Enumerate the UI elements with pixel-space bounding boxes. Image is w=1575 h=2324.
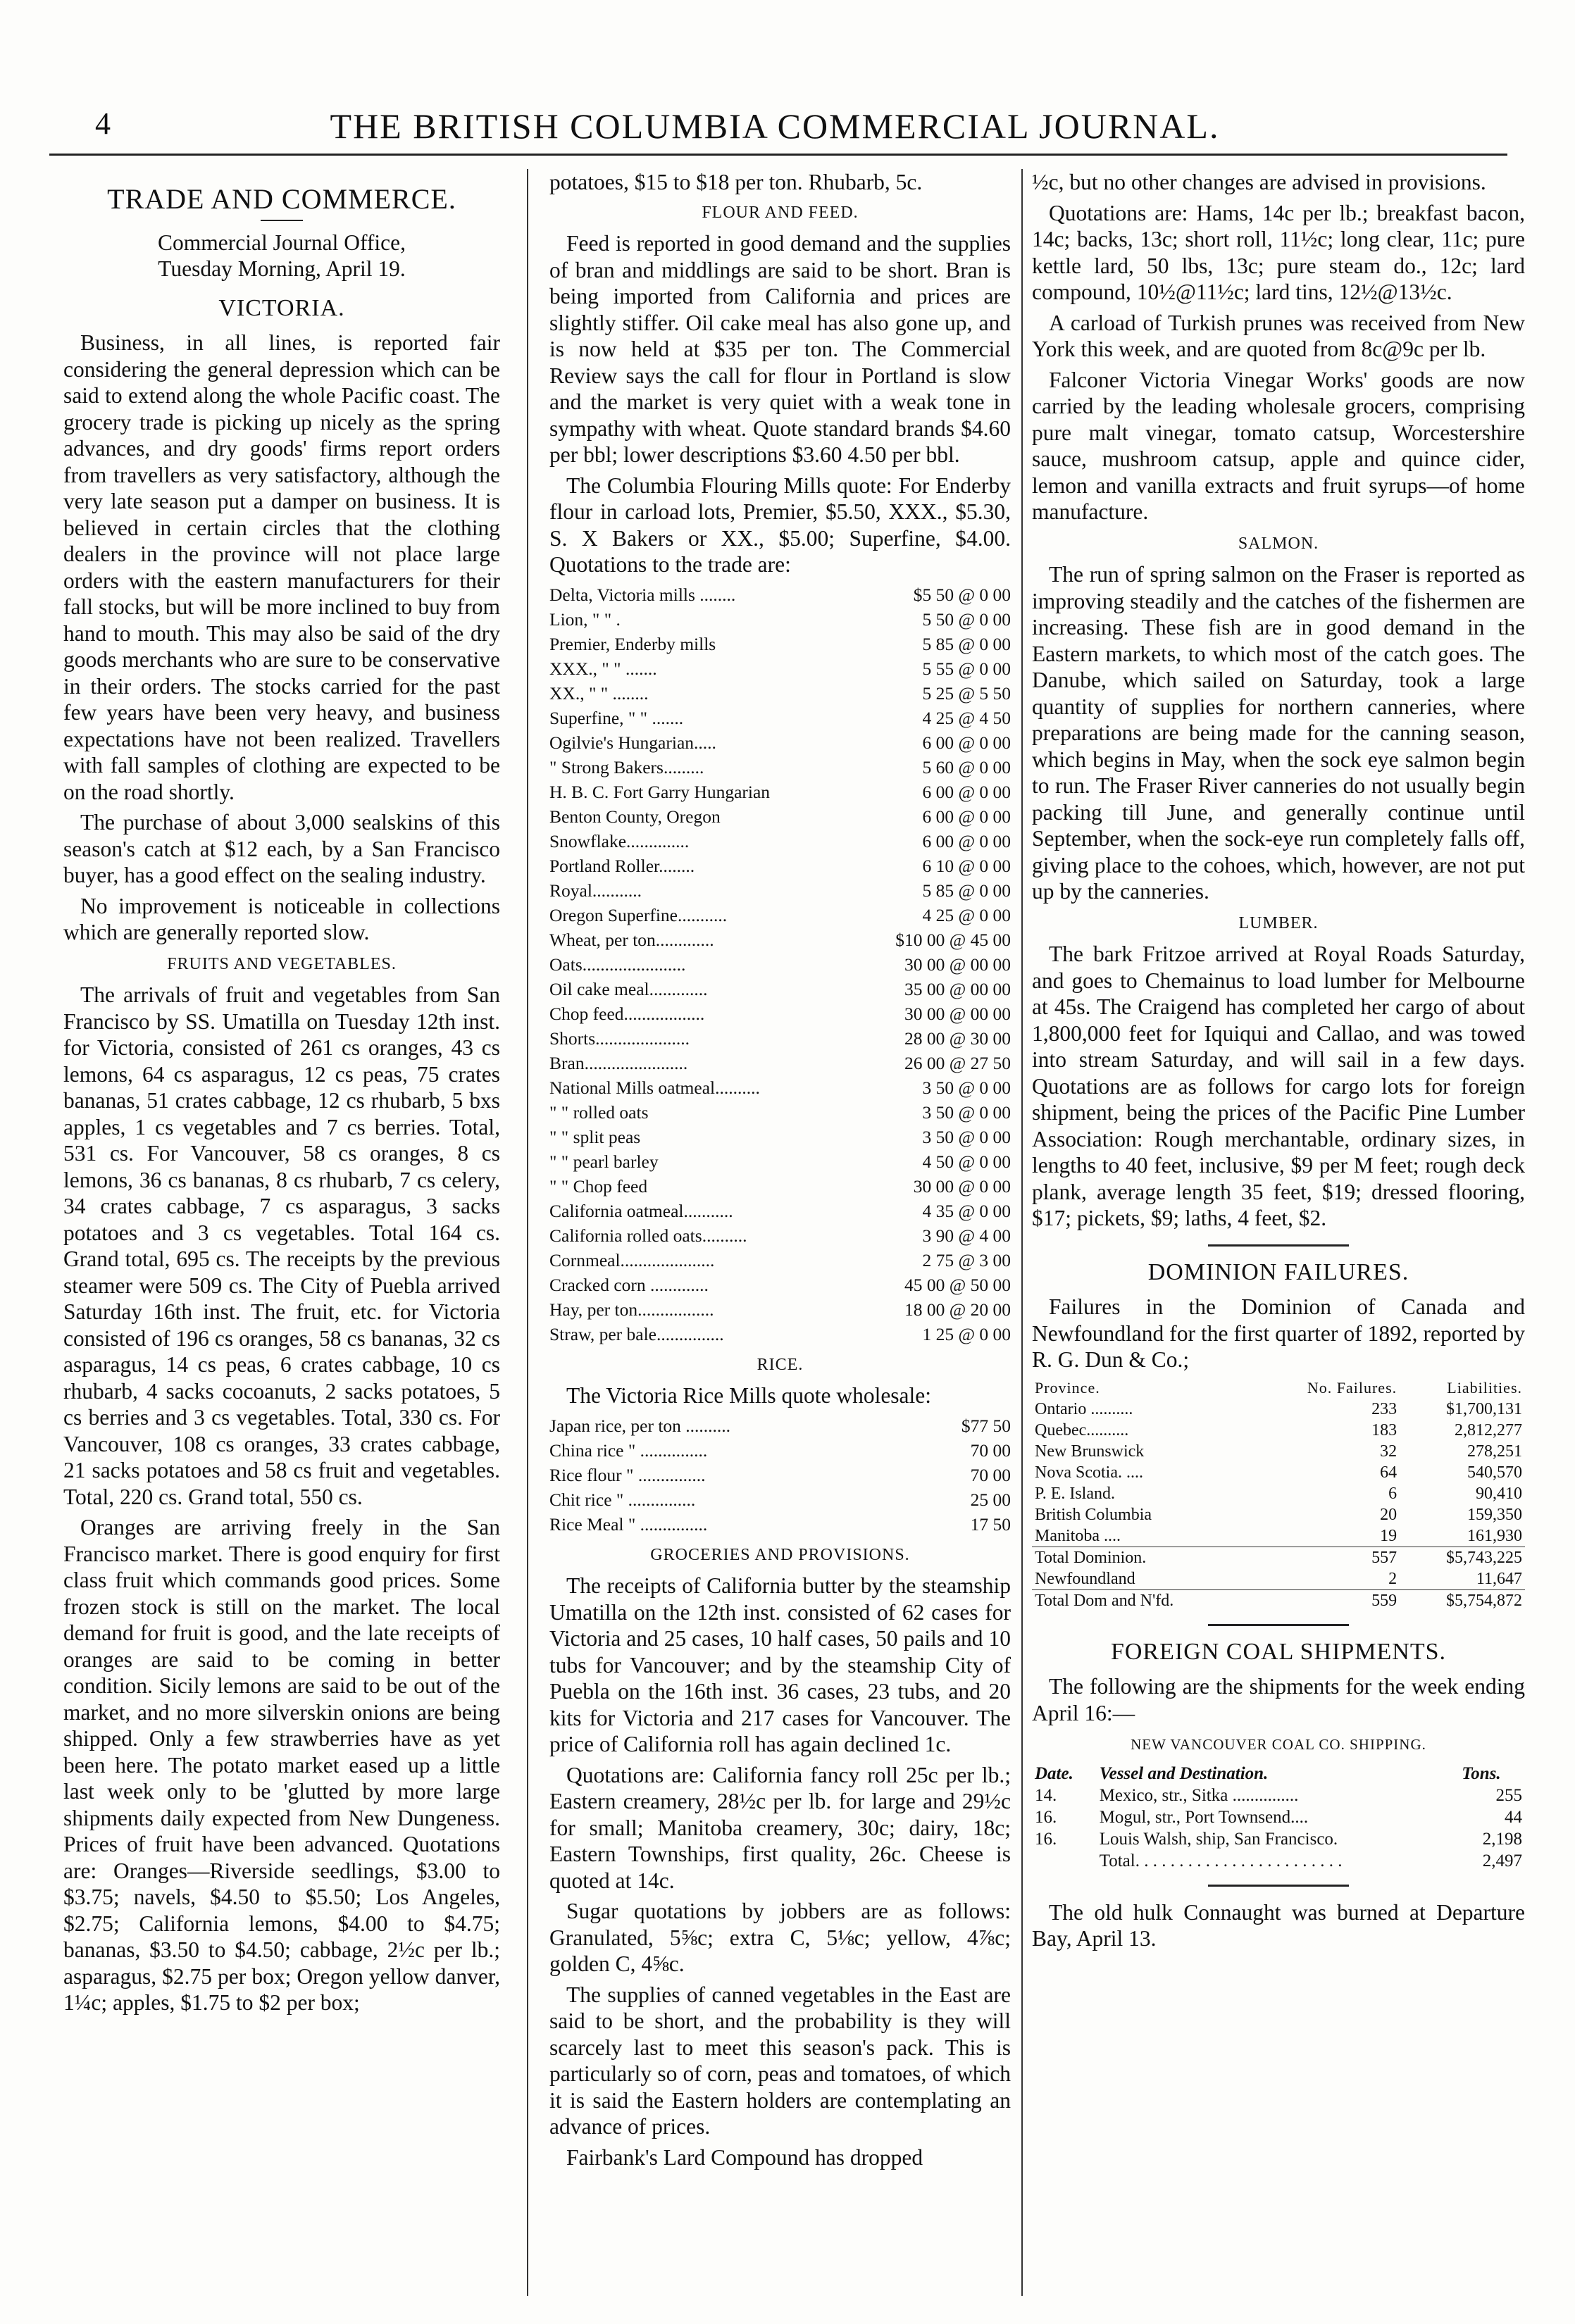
paragraph: Sugar quotations by jobbers are as follows: Granulated, 5⅝c; extra C, 5⅛c; yellow, 4⅞c; golden C, 4⅝c.: [549, 1899, 1011, 1976]
quote-row: [549, 1075, 1011, 1100]
table-cell: 19: [1380, 1526, 1397, 1545]
column-header: Date.: [1035, 1763, 1073, 1783]
table-cell: P. E. Island.: [1035, 1484, 1115, 1503]
quote-price: 3 90 @ 4 00: [922, 1225, 1011, 1246]
paragraph: No improvement is noticeable in collections which are generally reported slow.: [63, 893, 500, 944]
quote-row: [549, 854, 1011, 878]
quote-price: $77 50: [961, 1415, 1011, 1436]
quote-item: " " split peas: [549, 1126, 641, 1147]
quote-price: 6 10 @ 0 00: [922, 855, 1011, 876]
table-row: [1032, 1785, 1525, 1806]
quote-row: [549, 927, 1011, 952]
table-cell: Total Dominion.: [1032, 1547, 1254, 1568]
quote-item: Straw, per bale...............: [549, 1323, 724, 1344]
quote-item: Snowflake..............: [549, 830, 690, 851]
coal-total-label: Total. . . . . . . . . . . . . . . . . . . . . . . .: [1099, 1851, 1343, 1870]
subheading-rice: RICE.: [757, 1355, 804, 1374]
quote-item: Portland Roller........: [549, 855, 695, 876]
quote-item: Shorts.....................: [549, 1027, 690, 1049]
quote-item: California rolled oats..........: [549, 1225, 747, 1246]
paragraph: Oranges are arriving freely in the San Francisco market. There is good enquiry for first class fruit which commands good prices. Some frozen stock is still on the market. The local demand for fruit is good, and the late receipts of oranges are said to be coming in better condition. Sicily lemons are said to be out of the market, and no more silverskin onions are being shipped. Only a few strawberries have as yet been here. The potato market eased up a little last week only to be 'glutted by more large shipments daily expected from New Dungeness. Prices of fruit have been advanced. Quotations are: Oranges—Riverside seedlings, $3.00 to $3.75; navels, $4.50 to $5.50; Los Angeles, $2.75; California lemons, $4.00 to $4.75; bananas, $3.50 to $4.50; cabbage, 2½c per lb.; asparagus, $2.75 per box; Oregon yellow danver, 1¼c; apples, $1.75 to $2 per box;: [63, 1515, 500, 2015]
quote-price: 4 25 @ 0 00: [922, 904, 1011, 925]
table-cell: Manitoba ....: [1035, 1526, 1121, 1545]
table-cell: $1,700,131: [1446, 1399, 1522, 1418]
table-row: [1032, 1525, 1525, 1547]
dateline-office: Commercial Journal Office,: [158, 230, 406, 255]
coal-table: [1032, 1763, 1525, 1872]
page-header: [53, 106, 1497, 148]
subheading-lumber: LUMBER.: [1238, 913, 1319, 932]
paragraph: The run of spring salmon on the Fraser is reported as improving steadily and the catches of the fishermen are increasing. These fish are in good demand in the Eastern markets, to which most of the catch goes. The Danube, which sailed on Saturday, took a large quantity of supplies for northern canneries, where preparations are being made for the canning season, which begins in May, when the sock eye salmon begin to run. The Fraser River canneries do not usually begin packing till June, and generally continue until September, when the sock-eye run completely falls off, giving place to the cohoes, which, however, are not put up by the canneries.: [1032, 562, 1525, 904]
table-row: [1032, 1441, 1525, 1462]
table-cell: 20: [1380, 1505, 1397, 1524]
quote-item: Oil cake meal.............: [549, 978, 708, 999]
ornament-divider: [1208, 1624, 1349, 1626]
table-cell: Quebec..........: [1035, 1420, 1129, 1439]
quote-price: 28 00 @ 30 00: [904, 1027, 1011, 1049]
header-rule: [49, 154, 1507, 156]
quote-row: [549, 878, 1011, 903]
quote-row: [549, 977, 1011, 1001]
page-number: 4: [95, 106, 111, 141]
failures-table: [1032, 1377, 1525, 1611]
table-cell: New Brunswick: [1035, 1442, 1145, 1461]
quote-price: 3 50 @ 0 00: [922, 1077, 1011, 1098]
quote-row: [549, 1001, 1011, 1026]
quote-item: XX., " " ........: [549, 682, 649, 704]
quote-price: 70 00: [970, 1439, 1011, 1461]
quote-price: 4 25 @ 4 50: [922, 707, 1011, 728]
quote-item: Cracked corn .............: [549, 1274, 709, 1295]
quote-price: 3 50 @ 0 00: [922, 1126, 1011, 1147]
paragraph: Fairbank's Lard Compound has dropped: [566, 2144, 923, 2170]
table-row: [1032, 1462, 1525, 1483]
quote-row: [549, 1297, 1011, 1322]
flour-quotations: [549, 582, 1011, 1347]
paragraph: Falconer Victoria Vinegar Works' goods are now carried by the leading wholesale grocers, comprising pure malt vinegar, tomato catsup, Worcestershire sauce, mushroom catsup, apple and quince cider, lemon and vanilla extracts and fruit syrups—of home manufacture.: [1032, 367, 1525, 524]
quote-row: [549, 632, 1011, 656]
quote-price: 30 00 @ 0 00: [913, 1175, 1011, 1197]
quote-row: [549, 1026, 1011, 1051]
quote-price: $5 50 @ 0 00: [913, 584, 1011, 605]
paragraph: Quotations are: Hams, 14c per lb.; breakfast bacon, 14c; backs, 13c; short roll, 11½c; long clear, 11c; pure kettle lard, 50 lbs, 13c; pure steam do., 12c; lard compound, 10½@11½c; lard tins, 12½@13½c.: [1032, 200, 1525, 304]
quote-row: [549, 706, 1011, 730]
quote-row: [549, 681, 1011, 706]
rice-quotations: [549, 1413, 1011, 1537]
table-row: [1032, 1483, 1525, 1504]
table-cell: 64: [1380, 1463, 1397, 1482]
table-cell: $5,754,872: [1400, 1589, 1525, 1611]
quote-row: [549, 1100, 1011, 1125]
table-cell: 44: [1505, 1807, 1522, 1827]
quote-row: [549, 1413, 1011, 1438]
column-header: Province.: [1035, 1378, 1100, 1397]
quote-price: 5 55 @ 0 00: [922, 658, 1011, 679]
quote-item: Japan rice, per ton ..........: [549, 1415, 731, 1436]
quote-price: 35 00 @ 00 00: [904, 978, 1011, 999]
quote-item: Benton County, Oregon: [549, 806, 721, 827]
quote-item: Hay, per ton.................: [549, 1299, 714, 1320]
table-row: [1032, 1589, 1525, 1611]
quote-item: " " rolled oats: [549, 1101, 649, 1123]
table-cell: 11,647: [1476, 1569, 1522, 1588]
table-cell: Ontario ..........: [1035, 1399, 1133, 1418]
quote-price: 5 25 @ 5 50: [922, 682, 1011, 704]
column-header: Tons.: [1462, 1763, 1501, 1783]
table-cell: 183: [1371, 1420, 1397, 1439]
paragraph: potatoes, $15 to $18 per ton. Rhubarb, 5c.: [549, 170, 923, 194]
table-cell: Newfoundland: [1035, 1569, 1135, 1588]
quote-item: National Mills oatmeal..........: [549, 1077, 760, 1098]
table-cell: 32: [1380, 1442, 1397, 1461]
column-divider: [527, 169, 528, 2296]
paragraph: The bark Fritzoe arrived at Royal Roads Saturday, and goes to Chemainus to load lumber for Melbourne at 45s. The Craigend has completed her cargo of about 1,800,000 feet for Iquiqui and Callao, and was towed into stream Saturday, and will sail in a few days. Quotations are as follows for cargo lots for foreign shipment, being the prices of the Pacific Pine Lumber Association: Rough merchantable, ordinary sizes, in lengths to 40 feet, inclusive, $9 per M feet; rough deck plank, average length 35 feet, $19; dressed flooring, $17; pickets, $9; laths, 4 feet, $2.: [1032, 942, 1525, 1230]
quote-price: 6 00 @ 0 00: [922, 830, 1011, 851]
quote-price: 17 50: [970, 1513, 1011, 1535]
column-divider: [1021, 169, 1023, 2296]
table-cell: 16.: [1035, 1807, 1057, 1827]
quote-price: 30 00 @ 00 00: [904, 954, 1011, 975]
column-header: Vessel and Destination.: [1099, 1763, 1269, 1783]
quote-price: 25 00: [970, 1489, 1011, 1510]
quote-price: 1 25 @ 0 00: [922, 1323, 1011, 1344]
subheading-fruits: FRUITS AND VEGETABLES.: [167, 954, 397, 973]
subheading-flour: FLOUR AND FEED.: [702, 203, 859, 222]
quote-row: [549, 1322, 1011, 1347]
quote-price: 5 50 @ 0 00: [922, 608, 1011, 630]
quote-item: " Strong Bakers.........: [549, 756, 704, 777]
table-cell: 161,930: [1467, 1526, 1522, 1545]
table-row: [1032, 1806, 1525, 1828]
quote-price: 2 75 @ 3 00: [922, 1249, 1011, 1270]
table-cell: Mogul, str., Port Townsend....: [1099, 1807, 1309, 1827]
table-cell: Nova Scotia. ....: [1035, 1463, 1143, 1482]
quote-price: 4 35 @ 0 00: [922, 1200, 1011, 1221]
table-cell: 2,198: [1482, 1829, 1522, 1849]
paragraph: A carload of Turkish prunes was received from New York this week, and are quoted from 8c@9c per lb.: [1032, 310, 1525, 361]
ornament-divider: [1208, 1244, 1349, 1247]
paragraph: The Victoria Rice Mills quote wholesale:: [566, 1383, 932, 1408]
quote-row: [549, 829, 1011, 854]
table-row: [1032, 1828, 1525, 1850]
quote-price: 3 50 @ 0 00: [922, 1101, 1011, 1123]
subheading-coal: FOREIGN COAL SHIPMENTS.: [1110, 1638, 1447, 1665]
quote-row: [549, 1463, 1011, 1487]
table-cell: Total Dom and N'fd.: [1032, 1589, 1254, 1611]
subheading-groceries: GROCERIES AND PROVISIONS.: [650, 1545, 910, 1564]
paragraph: The Columbia Flouring Mills quote: For Enderby flour in carload lots, Premier, $5.50, XXX., $5.30, S. X Bakers or XX., $5.00; Superfine, $4.00. Quotations to the trade are:: [549, 473, 1011, 577]
quote-item: Ogilvie's Hungarian.....: [549, 732, 716, 753]
quote-item: California oatmeal...........: [549, 1200, 733, 1221]
table-cell: 255: [1495, 1785, 1522, 1805]
quote-item: XXX., " " .......: [549, 658, 657, 679]
table-cell: 159,350: [1467, 1505, 1522, 1524]
table-cell: 90,410: [1476, 1484, 1522, 1503]
paragraph: Quotations are: California fancy roll 25c per lb.; Eastern creamery, 28½c per lb. for large and 29½c for small; Manitoba creamery, 30c; dairy, 18c; Eastern Townships, first quality, 26c. Cheese is quoted at 14c.: [549, 1762, 1011, 1893]
table-cell: 278,251: [1467, 1442, 1522, 1461]
subheading-salmon: SALMON.: [1238, 534, 1319, 553]
quote-price: 6 00 @ 0 00: [922, 806, 1011, 827]
subheading-dominion-failures: DOMINION FAILURES.: [1147, 1258, 1409, 1285]
column-3: [1032, 169, 1525, 1956]
quote-price: 4 50 @ 0 00: [922, 1151, 1011, 1172]
quote-item: Lion, " " .: [549, 608, 621, 630]
quote-price: 45 00 @ 50 00: [904, 1274, 1011, 1295]
quote-price: 18 00 @ 20 00: [904, 1299, 1011, 1320]
quote-row: [549, 1174, 1011, 1199]
paragraph: ½c, but no other changes are advised in provisions.: [1032, 170, 1486, 194]
quote-item: China rice " ...............: [549, 1439, 708, 1461]
quote-price: 6 00 @ 0 00: [922, 732, 1011, 753]
quote-item: Rice flour " ...............: [549, 1464, 706, 1485]
quote-price: 5 85 @ 0 00: [922, 880, 1011, 901]
table-cell: 559: [1254, 1589, 1400, 1611]
quote-item: Wheat, per ton.............: [549, 929, 714, 950]
quote-row: [549, 1149, 1011, 1174]
coal-company: NEW VANCOUVER COAL CO. SHIPPING.: [1131, 1736, 1426, 1753]
quote-row: [549, 903, 1011, 927]
table-cell: 6: [1388, 1484, 1397, 1503]
quote-price: 70 00: [970, 1464, 1011, 1485]
table-cell: Mexico, str., Sitka ...............: [1099, 1785, 1299, 1805]
quote-item: Premier, Enderby mills: [549, 633, 716, 654]
table-cell: 2: [1388, 1569, 1397, 1588]
quote-item: Bran.......................: [549, 1052, 688, 1073]
subheading-victoria: VICTORIA.: [218, 294, 345, 321]
section-title: TRADE AND COMMERCE.: [107, 183, 456, 215]
column-2: [549, 169, 1011, 2175]
quote-item: " " Chop feed: [549, 1175, 648, 1197]
paragraph: The arrivals of fruit and vegetables from San Francisco by SS. Umatilla on Tuesday 12th inst. for Victoria, consisted of 261 cs oranges, 43 cs lemons, 64 cs asparagus, 12 cs peas, 75 crates bananas, 51 crates cabbage, 12 cs rhubarb, 5 bxs apples, 1 cs vegetables and 7 cs berries. Total, 531 cs. For Vancouver, 58 cs oranges, 8 cs lemons, 36 cs bananas, 8 cs rhubarb, 7 cs celery, 34 crates cabbage, 7 cs asparagus, 3 sacks potatoes and 3 cs vegetables. Total 164 cs. Grand total, 695 cs. The receipts by the previous steamer were 509 cs. The City of Puebla arrived Saturday 16th inst. The fruit, etc. for Victoria consisted of 196 cs oranges, 58 cs bananas, 32 cs asparagus, 14 cs peas, 6 crates cabbage, 10 cs rhubarb, 4 sacks cocoanuts, 2 sacks potatoes, 5 cs berries and 3 cs vegetables. Total, 330 cs. For Vancouver, 108 cs oranges, 33 crates cabbage, 21 sacks potatoes and 58 cs fruit and vegetables. Total, 220 cs. Grand total, 550 cs.: [63, 982, 500, 1509]
quote-price: 26 00 @ 27 50: [904, 1052, 1011, 1073]
quote-price: 30 00 @ 00 00: [904, 1003, 1011, 1024]
quote-row: [549, 730, 1011, 755]
quote-price: $10 00 @ 45 00: [895, 929, 1011, 950]
table-cell: 16.: [1035, 1829, 1057, 1849]
coal-total: 2,497: [1482, 1851, 1522, 1870]
table-cell: 540,570: [1467, 1463, 1522, 1482]
table-cell: Louis Walsh, ship, San Francisco.: [1099, 1829, 1338, 1849]
quote-item: Cornmeal.....................: [549, 1249, 715, 1270]
table-row: [1032, 1568, 1525, 1590]
quote-row: [549, 1051, 1011, 1075]
quote-price: 5 85 @ 0 00: [922, 633, 1011, 654]
quote-row: [549, 1199, 1011, 1223]
quote-row: [549, 804, 1011, 829]
table-cell: British Columbia: [1035, 1505, 1152, 1524]
quote-row: [549, 582, 1011, 607]
table-row: [1032, 1547, 1525, 1568]
quote-item: Superfine, " " .......: [549, 707, 684, 728]
quote-price: 6 00 @ 0 00: [922, 781, 1011, 802]
quote-item: H. B. C. Fort Garry Hungarian: [549, 781, 771, 802]
paragraph: The old hulk Connaught was burned at Departure Bay, April 13.: [1032, 1899, 1525, 1951]
quote-row: [549, 1248, 1011, 1273]
quote-row: [549, 607, 1011, 632]
quote-item: Oats.......................: [549, 954, 686, 975]
running-title: THE BRITISH COLUMBIA COMMERCIAL JOURNAL.: [330, 106, 1220, 146]
quote-row: [549, 1125, 1011, 1149]
paragraph: Failures in the Dominion of Canada and Newfoundland for the first quarter of 1892, reported by R. G. Dun & Co.;: [1032, 1294, 1525, 1372]
table-cell: $5,743,225: [1400, 1547, 1525, 1568]
quote-item: Rice Meal " ...............: [549, 1513, 708, 1535]
quote-item: " " pearl barley: [549, 1151, 659, 1172]
table-cell: 233: [1371, 1399, 1397, 1418]
paragraph: The supplies of canned vegetables in the East are said to be short, and the probability is they will scarcely last to meet this season's pack. This is particularly so of corn, peas and tomatoes, of which it is said the Eastern holders are contemplating an advance of prices.: [549, 1982, 1011, 2139]
quote-row: [549, 952, 1011, 977]
quote-row: [549, 1223, 1011, 1248]
quote-row: [549, 1438, 1011, 1463]
paragraph: The purchase of about 3,000 sealskins of this season's catch at $12 each, by a San Francisco buyer, has a good effect on the sealing industry.: [63, 810, 500, 887]
paragraph: Feed is reported in good demand and the supplies of bran and middlings are said to be short. Bran is being imported from California and prices are slightly stiffer. Oil cake meal has also gone up, and is now held at $35 per ton. The Commercial Review says the call for flour in Portland is slow and the market is very quiet with a weak tone in sympathy with wheat. Quote standard brands $4.60 per bbl; lower descriptions $3.60 4.50 per bbl.: [549, 231, 1011, 467]
table-row: [1032, 1399, 1525, 1420]
paragraph: The receipts of California butter by the steamship Umatilla on the 12th inst. consisted of 62 cases for Victoria and 25 cases, 10 half cases, 50 pails and 10 tubs for Vancouver; and by the steamship City of Puebla on the 16th inst. 36 cases, 23 tubs, and 20 kits for Victoria and 217 cases for Vancouver. The price of California roll has again declined 1c.: [549, 1573, 1011, 1756]
paragraph: The following are the shipments for the week ending April 16:—: [1032, 1674, 1525, 1725]
table-cell: 14.: [1035, 1785, 1057, 1805]
table-cell: 2,812,277: [1455, 1420, 1522, 1439]
table-row: [1032, 1420, 1525, 1441]
quote-row: [549, 656, 1011, 681]
quote-row: [549, 780, 1011, 804]
quote-item: Oregon Superfine...........: [549, 904, 728, 925]
quote-item: Chop feed..................: [549, 1003, 705, 1024]
quote-row: [549, 1512, 1011, 1537]
column-1: [63, 169, 500, 2020]
quote-item: Delta, Victoria mills ........: [549, 584, 736, 605]
column-header: Liabilities.: [1447, 1378, 1522, 1397]
divider: [261, 220, 303, 221]
quote-row: [549, 1487, 1011, 1512]
dateline-date: Tuesday Morning, April 19.: [158, 256, 406, 281]
paragraph: Business, in all lines, is reported fair considering the general depression which can be said to extend along the whole Pacific coast. The grocery trade is picking up nicely as the spring advances, and dry goods' firms report orders from travellers as very satisfactory, although the very late season put a damper on business. It is believed in certain circles that the clothing dealers in the province will not place large orders with the eastern manufacturers for their fall stocks, but will be more inclined to buy from hand to mouth. This may also be said of the dry goods merchants who are sure to be conservative in their orders. The stocks carried for the past few years have been very heavy, and business expectations have not been realized. Travellers with fall samples of clothing are expected to be on the road shortly.: [63, 330, 500, 804]
table-cell: 557: [1254, 1547, 1400, 1568]
ornament-divider: [1208, 1885, 1349, 1887]
table-row: [1032, 1504, 1525, 1525]
quote-row: [549, 755, 1011, 780]
column-header: No. Failures.: [1307, 1378, 1397, 1397]
quote-item: Chit rice " ...............: [549, 1489, 696, 1510]
quote-row: [549, 1273, 1011, 1297]
quote-price: 5 60 @ 0 00: [922, 756, 1011, 777]
quote-item: Royal...........: [549, 880, 642, 901]
